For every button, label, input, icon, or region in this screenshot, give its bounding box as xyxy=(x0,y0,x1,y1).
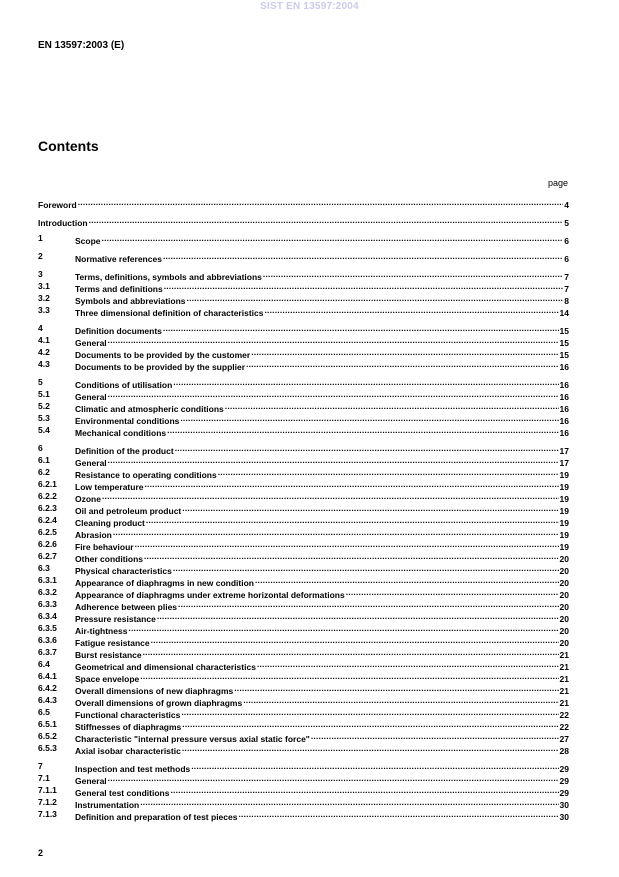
dot-leader xyxy=(143,646,559,658)
toc-entry[interactable] xyxy=(38,772,569,784)
toc-entry[interactable] xyxy=(38,622,569,634)
toc-entry-number: 6.3.2 xyxy=(38,587,57,597)
toc-entry-title: Overall dimensions of new diaphragms xyxy=(75,686,234,696)
toc-entry-title: Documents to be provided by the customer xyxy=(75,350,251,360)
toc-entry[interactable] xyxy=(38,292,569,304)
toc-entry[interactable] xyxy=(38,742,569,754)
toc-entry-number: 6.3.6 xyxy=(38,635,57,645)
toc-entry-title: Oil and petroleum product xyxy=(75,506,182,516)
toc-entry[interactable] xyxy=(38,442,569,454)
dot-leader xyxy=(246,358,559,370)
dot-leader xyxy=(135,538,559,550)
toc-entry[interactable] xyxy=(38,646,569,658)
toc-entry-page: 29 xyxy=(559,764,569,774)
toc-entry[interactable] xyxy=(38,232,569,244)
dot-leader xyxy=(163,250,563,262)
dot-leader xyxy=(108,454,559,466)
toc-entry[interactable] xyxy=(38,400,569,412)
toc-entry-number: 1 xyxy=(38,233,43,243)
toc-entry[interactable] xyxy=(38,706,569,718)
toc-entry-page: 27 xyxy=(559,734,569,744)
toc-entry-page: 21 xyxy=(559,662,569,672)
toc-entry[interactable] xyxy=(38,682,569,694)
dot-leader xyxy=(145,478,559,490)
table-of-contents xyxy=(38,196,569,820)
toc-entry-number: 6.2.7 xyxy=(38,551,57,561)
toc-entry[interactable] xyxy=(38,550,569,562)
toc-entry[interactable] xyxy=(38,574,569,586)
toc-entry-page: 19 xyxy=(559,506,569,516)
toc-entry-page: 7 xyxy=(564,272,569,282)
toc-entry-page: 16 xyxy=(559,404,569,414)
toc-entry-page: 20 xyxy=(559,566,569,576)
toc-entry-number: 4.3 xyxy=(38,359,50,369)
toc-entry-number: 5.3 xyxy=(38,413,50,423)
toc-entry-page: 14 xyxy=(559,308,569,318)
toc-entry-page: 29 xyxy=(559,788,569,798)
toc-entry-title: Abrasion xyxy=(75,530,112,540)
dot-leader xyxy=(163,322,559,334)
toc-entry[interactable] xyxy=(38,334,569,346)
dot-leader xyxy=(234,682,558,694)
toc-entry-page: 22 xyxy=(559,722,569,732)
dot-leader xyxy=(102,490,559,502)
toc-entry-page: 20 xyxy=(559,578,569,588)
dot-leader xyxy=(108,772,559,784)
dot-leader xyxy=(255,574,559,586)
toc-entry-title: Overall dimensions of grown diaphragms xyxy=(75,698,243,708)
toc-entry[interactable] xyxy=(38,718,569,730)
toc-entry-number: 6.3.5 xyxy=(38,623,57,633)
dot-leader xyxy=(238,808,558,820)
toc-entry[interactable] xyxy=(38,322,569,334)
dot-leader xyxy=(251,346,558,358)
toc-entry-page: 29 xyxy=(559,776,569,786)
toc-entry[interactable] xyxy=(38,694,569,706)
dot-leader xyxy=(182,718,558,730)
dot-leader xyxy=(157,610,559,622)
toc-entry-number: 6.3.3 xyxy=(38,599,57,609)
dot-leader xyxy=(102,232,564,244)
toc-entry[interactable] xyxy=(38,478,569,490)
dot-leader xyxy=(218,466,559,478)
toc-entry-title: Pressure resistance xyxy=(75,614,156,624)
toc-entry-title: Conditions of utilisation xyxy=(75,380,173,390)
dot-leader xyxy=(257,658,559,670)
toc-entry-number: 7.1.3 xyxy=(38,809,57,819)
toc-entry-number: 6.5.1 xyxy=(38,719,57,729)
dot-leader xyxy=(173,376,558,388)
toc-entry-number: 6.2.6 xyxy=(38,539,57,549)
toc-entry-page: 28 xyxy=(559,746,569,756)
document-identifier: EN 13597:2003 (E) xyxy=(38,40,125,51)
toc-entry-title: Climatic and atmospheric conditions xyxy=(75,404,224,414)
toc-entry-title: Inspection and test methods xyxy=(75,764,191,774)
toc-entry-title: Mechanical conditions xyxy=(75,428,167,438)
toc-entry-number: 6.1 xyxy=(38,455,50,465)
toc-entry-page: 20 xyxy=(559,602,569,612)
toc-entry-page: 17 xyxy=(559,458,569,468)
toc-entry[interactable] xyxy=(38,514,569,526)
toc-entry[interactable] xyxy=(38,412,569,424)
toc-entry-number: 6.2.4 xyxy=(38,515,57,525)
toc-entry-page: 8 xyxy=(564,296,569,306)
toc-entry-title: Definition documents xyxy=(75,326,162,336)
toc-entry-title: Cleaning product xyxy=(75,518,145,528)
toc-entry-page: 20 xyxy=(559,638,569,648)
toc-entry-page: 19 xyxy=(559,470,569,480)
toc-entry-title: Definition of the product xyxy=(75,446,174,456)
toc-entry-title: Stiffnesses of diaphragms xyxy=(75,722,182,732)
toc-entry-number: 6.2.2 xyxy=(38,491,57,501)
toc-entry-number: 4.2 xyxy=(38,347,50,357)
toc-entry-page: 7 xyxy=(564,284,569,294)
toc-entry[interactable] xyxy=(38,760,569,772)
dot-leader xyxy=(191,760,558,772)
toc-entry-number: 5 xyxy=(38,377,43,387)
toc-entry[interactable] xyxy=(38,598,569,610)
dot-leader xyxy=(146,514,559,526)
toc-entry[interactable] xyxy=(38,490,569,502)
dot-leader xyxy=(140,796,558,808)
toc-entry-page: 21 xyxy=(559,698,569,708)
dot-leader xyxy=(263,268,563,280)
toc-entry[interactable] xyxy=(38,196,569,208)
toc-entry[interactable] xyxy=(38,214,569,226)
dot-leader xyxy=(175,442,559,454)
toc-entry-page: 19 xyxy=(559,542,569,552)
toc-entry[interactable] xyxy=(38,376,569,388)
toc-entry-number: 5.4 xyxy=(38,425,50,435)
toc-entry-number: 6.5.3 xyxy=(38,743,57,753)
toc-entry-title: Three dimensional definition of characteristics xyxy=(75,308,264,318)
toc-entry-page: 6 xyxy=(564,236,569,246)
toc-entry[interactable] xyxy=(38,658,569,670)
dot-leader xyxy=(178,598,558,610)
dot-leader xyxy=(264,304,558,316)
dot-leader xyxy=(108,334,559,346)
toc-entry-title: Axial isobar characteristic xyxy=(75,746,181,756)
toc-entry-page: 5 xyxy=(564,218,569,228)
toc-entry[interactable] xyxy=(38,388,569,400)
toc-entry-page: 19 xyxy=(559,518,569,528)
toc-entry[interactable] xyxy=(38,808,569,820)
toc-entry-page: 16 xyxy=(559,380,569,390)
toc-entry-title: General xyxy=(75,392,107,402)
toc-entry-title: Characteristic "internal pressure versus axial static force" xyxy=(75,734,310,744)
toc-entry-title: Resistance to operating conditions xyxy=(75,470,217,480)
dot-leader xyxy=(167,424,558,436)
toc-entry-title: Air-tightness xyxy=(75,626,128,636)
dot-leader xyxy=(180,412,558,424)
toc-entry-page: 19 xyxy=(559,494,569,504)
page-column-label: page xyxy=(547,178,568,188)
toc-entry-title: Normative references xyxy=(75,254,162,264)
page-number: 2 xyxy=(38,848,44,858)
toc-entry[interactable] xyxy=(38,358,569,370)
dot-leader xyxy=(181,706,558,718)
toc-entry-page: 20 xyxy=(559,626,569,636)
toc-entry-page: 30 xyxy=(559,812,569,822)
toc-entry-page: 4 xyxy=(564,200,569,210)
toc-entry-number: 3.3 xyxy=(38,305,50,315)
toc-entry-number: 6 xyxy=(38,443,43,453)
toc-entry-number: 6.2.1 xyxy=(38,479,57,489)
dot-leader xyxy=(128,622,558,634)
dot-leader xyxy=(182,742,559,754)
toc-entry-page: 22 xyxy=(559,710,569,720)
toc-entry[interactable] xyxy=(38,250,569,262)
toc-entry-page: 17 xyxy=(559,446,569,456)
dot-leader xyxy=(164,280,564,292)
toc-entry-number: 6.5.2 xyxy=(38,731,57,741)
toc-entry-title: Physical characteristics xyxy=(75,566,172,576)
toc-entry-page: 19 xyxy=(559,482,569,492)
toc-entry-number: 6.3.7 xyxy=(38,647,57,657)
toc-entry-page: 15 xyxy=(559,326,569,336)
toc-entry-page: 16 xyxy=(559,362,569,372)
toc-entry-number: 2 xyxy=(38,251,43,261)
dot-leader xyxy=(113,526,559,538)
dot-leader xyxy=(311,730,559,742)
toc-entry-page: 16 xyxy=(559,416,569,426)
toc-entry-title: Ozone xyxy=(75,494,101,504)
dot-leader xyxy=(140,670,558,682)
toc-entry-page: 16 xyxy=(559,392,569,402)
toc-entry-page: 6 xyxy=(564,254,569,264)
dot-leader xyxy=(108,388,559,400)
watermark: SIST EN 13597:2004 xyxy=(260,1,359,12)
toc-entry-title: Terms, definitions, symbols and abbreviations xyxy=(75,272,262,282)
toc-entry-number: 6.4 xyxy=(38,659,50,669)
dot-leader xyxy=(225,400,559,412)
toc-entry-number: 7.1.1 xyxy=(38,785,57,795)
toc-entry-title: Foreword xyxy=(38,200,77,210)
toc-entry[interactable] xyxy=(38,466,569,478)
toc-entry-number: 6.4.3 xyxy=(38,695,57,705)
toc-entry-number: 6.3 xyxy=(38,563,50,573)
toc-entry-title: Terms and definitions xyxy=(75,284,163,294)
toc-entry-page: 20 xyxy=(559,590,569,600)
toc-entry-page: 19 xyxy=(559,530,569,540)
toc-entry-page: 15 xyxy=(559,338,569,348)
toc-entry-title: Space envelope xyxy=(75,674,140,684)
toc-entry-number: 3.2 xyxy=(38,293,50,303)
toc-entry[interactable] xyxy=(38,538,569,550)
toc-entry-page: 16 xyxy=(559,428,569,438)
toc-entry-page: 21 xyxy=(559,686,569,696)
toc-entry-title: Other conditions xyxy=(75,554,143,564)
toc-entry-number: 3 xyxy=(38,269,43,279)
toc-entry-number: 6.4.1 xyxy=(38,671,57,681)
toc-entry-title: General xyxy=(75,458,107,468)
toc-entry-title: Appearance of diaphragms in new condition xyxy=(75,578,254,588)
toc-entry-title: Fire behaviour xyxy=(75,542,134,552)
toc-entry-page: 15 xyxy=(559,350,569,360)
dot-leader xyxy=(346,586,559,598)
toc-entry-title: Scope xyxy=(75,236,101,246)
toc-entry-title: Definition and preparation of test pieces xyxy=(75,812,238,822)
toc-entry[interactable] xyxy=(38,586,569,598)
toc-entry[interactable] xyxy=(38,610,569,622)
toc-entry[interactable] xyxy=(38,280,569,292)
toc-entry-number: 7 xyxy=(38,761,43,771)
toc-entry-page: 30 xyxy=(559,800,569,810)
dot-leader xyxy=(151,634,559,646)
page-title: Contents xyxy=(38,138,99,154)
toc-entry-page: 20 xyxy=(559,554,569,564)
toc-entry-title: Environmental conditions xyxy=(75,416,180,426)
dot-leader xyxy=(89,214,564,226)
toc-entry[interactable] xyxy=(38,526,569,538)
toc-entry-title: Documents to be provided by the supplier xyxy=(75,362,246,372)
toc-entry[interactable] xyxy=(38,670,569,682)
toc-entry-title: Adherence between plies xyxy=(75,602,178,612)
toc-entry-number: 7.1 xyxy=(38,773,50,783)
toc-entry-number: 3.1 xyxy=(38,281,50,291)
toc-entry-number: 4.1 xyxy=(38,335,50,345)
toc-entry-title: General test conditions xyxy=(75,788,170,798)
dot-leader xyxy=(78,196,564,208)
toc-entry-title: Fatigue resistance xyxy=(75,638,150,648)
toc-entry-number: 6.2.5 xyxy=(38,527,57,537)
dot-leader xyxy=(187,292,564,304)
toc-entry-title: Low temperature xyxy=(75,482,144,492)
toc-entry-title: Instrumentation xyxy=(75,800,140,810)
toc-entry[interactable] xyxy=(38,304,569,316)
toc-entry-title: Introduction xyxy=(38,218,88,228)
toc-entry[interactable] xyxy=(38,562,569,574)
toc-entry[interactable] xyxy=(38,346,569,358)
toc-entry-page: 20 xyxy=(559,614,569,624)
toc-entry[interactable] xyxy=(38,730,569,742)
toc-entry[interactable] xyxy=(38,454,569,466)
dot-leader xyxy=(144,550,559,562)
toc-entry-title: Geometrical and dimensional characteristics xyxy=(75,662,256,672)
toc-entry[interactable] xyxy=(38,502,569,514)
dot-leader xyxy=(170,784,558,796)
toc-entry-number: 4 xyxy=(38,323,43,333)
toc-entry[interactable] xyxy=(38,424,569,436)
toc-entry-title: Symbols and abbreviations xyxy=(75,296,186,306)
toc-entry[interactable] xyxy=(38,784,569,796)
toc-entry-title: Burst resistance xyxy=(75,650,142,660)
toc-entry-page: 21 xyxy=(559,650,569,660)
toc-entry-title: Functional characteristics xyxy=(75,710,181,720)
toc-entry-number: 5.1 xyxy=(38,389,50,399)
dot-leader xyxy=(182,502,558,514)
dot-leader xyxy=(243,694,558,706)
toc-entry[interactable] xyxy=(38,268,569,280)
toc-entry-number: 6.3.1 xyxy=(38,575,57,585)
toc-entry-number: 6.4.2 xyxy=(38,683,57,693)
toc-entry-page: 21 xyxy=(559,674,569,684)
toc-entry-number: 6.2 xyxy=(38,467,50,477)
toc-entry[interactable] xyxy=(38,634,569,646)
toc-entry-title: General xyxy=(75,776,107,786)
dot-leader xyxy=(173,562,559,574)
toc-entry-title: Appearance of diaphragms under extreme horizontal deformations xyxy=(75,590,345,600)
toc-entry[interactable] xyxy=(38,796,569,808)
toc-entry-number: 6.3.4 xyxy=(38,611,57,621)
toc-entry-title: General xyxy=(75,338,107,348)
toc-entry-number: 6.2.3 xyxy=(38,503,57,513)
toc-entry-number: 5.2 xyxy=(38,401,50,411)
toc-entry-number: 7.1.2 xyxy=(38,797,57,807)
toc-entry-number: 6.5 xyxy=(38,707,50,717)
